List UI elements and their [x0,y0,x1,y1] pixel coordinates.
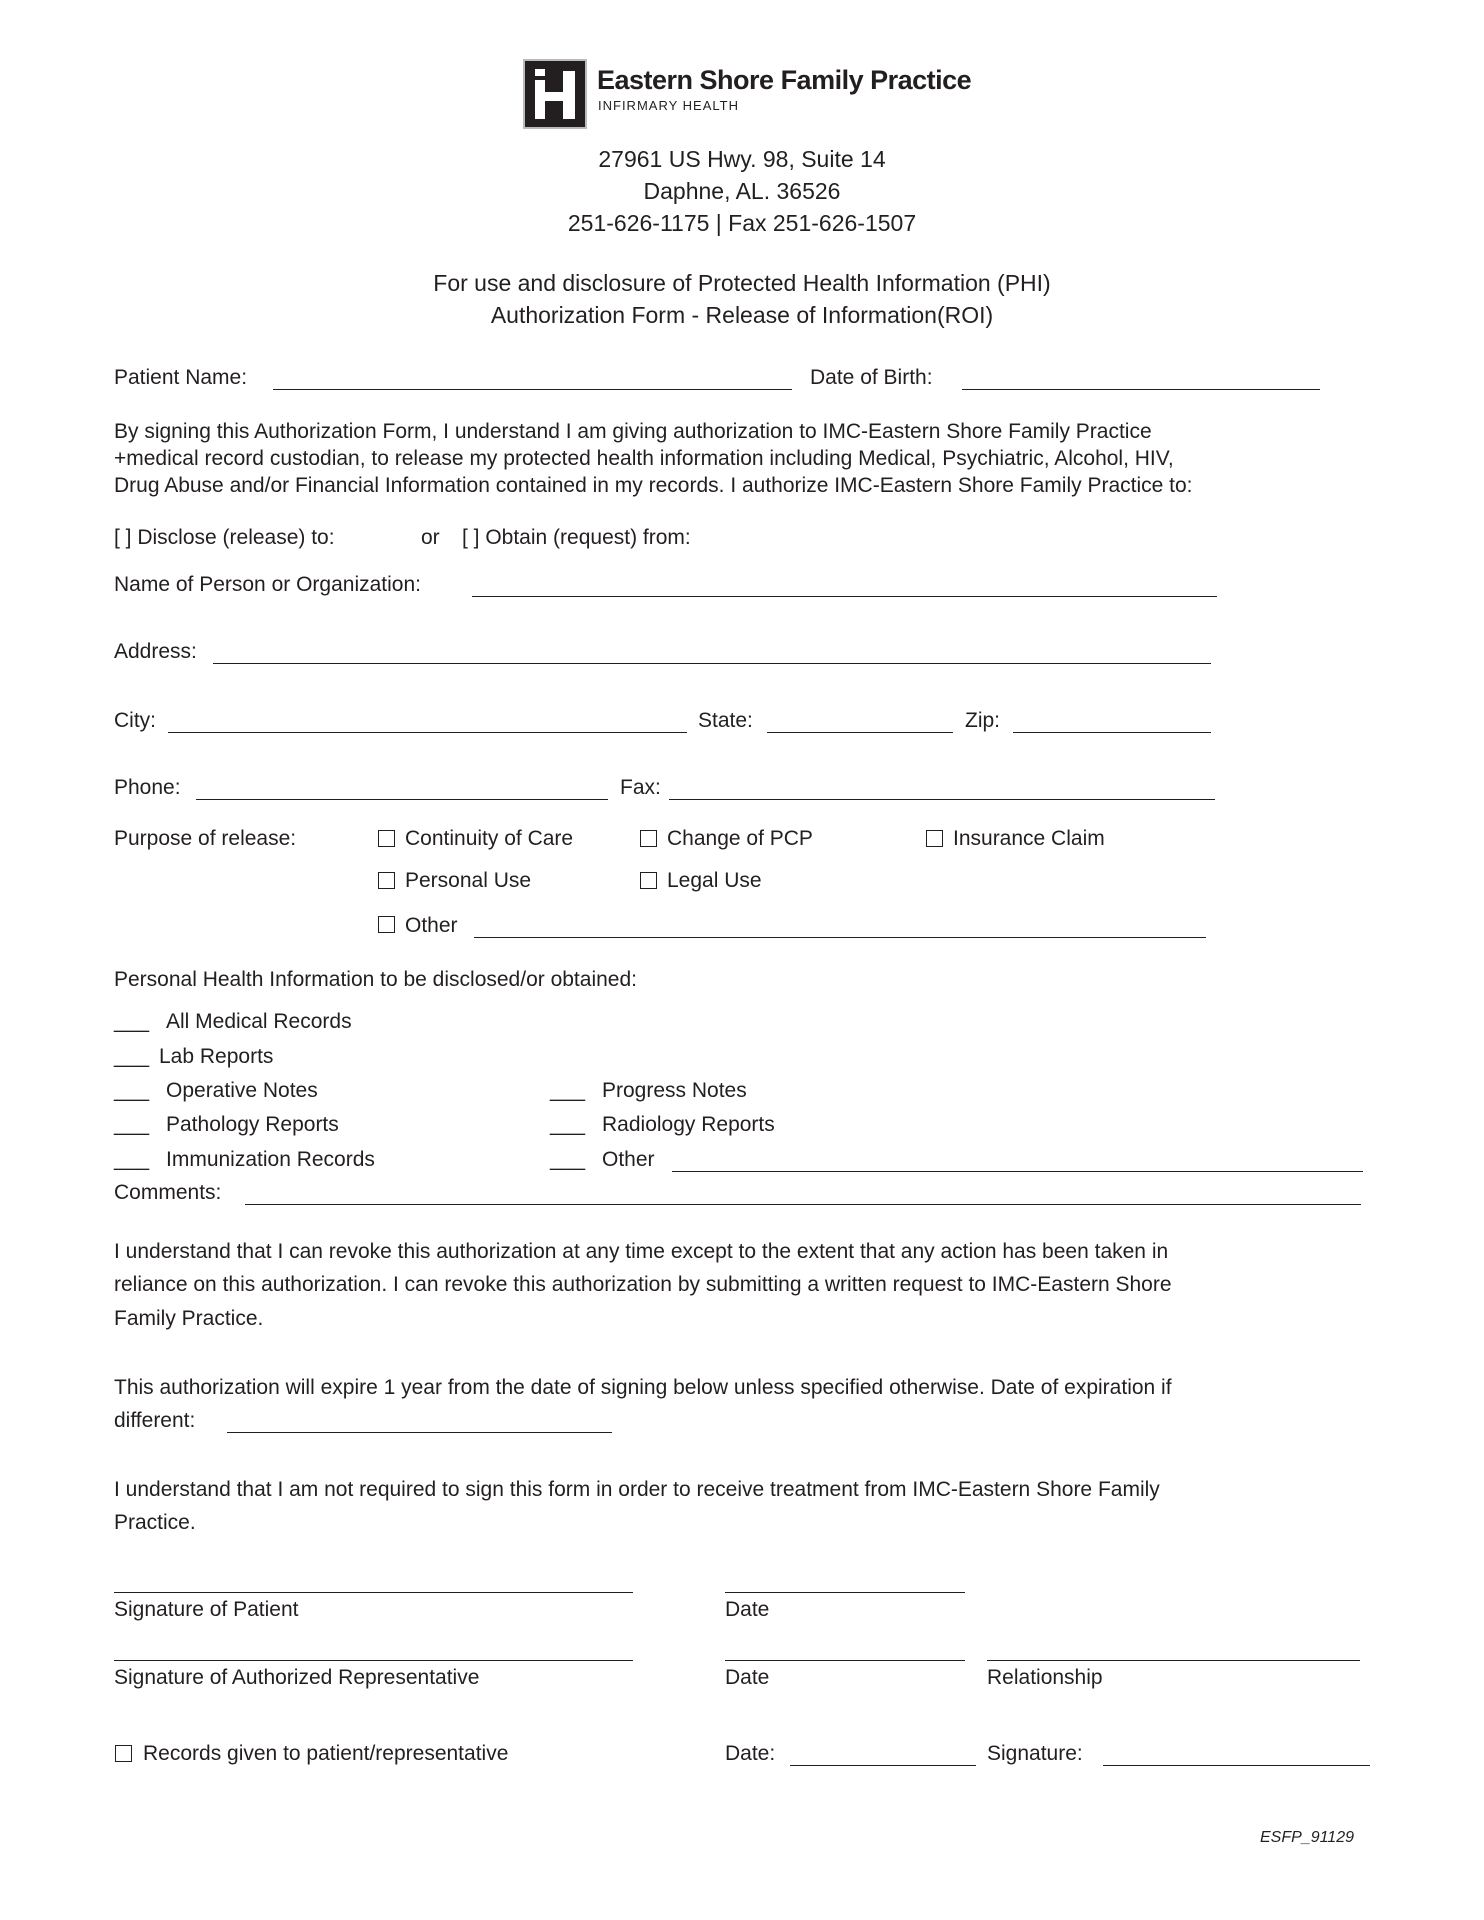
relationship-field[interactable] [987,1660,1360,1661]
phi-label: Personal Health Information to be disclosed/or obtained: [114,968,637,991]
intro-line: +medical record custodian, to release my protected health information including Medical, Psychiatric, Alcohol, HIV, [114,447,1174,470]
records-date-field[interactable] [790,1765,976,1766]
address-line: 27961 US Hwy. 98, Suite 14 [598,146,886,172]
revoke-line: reliance on this authorization. I can revoke this authorization by submitting a written request to IMC-Eastern Shore [114,1273,1172,1296]
revoke-line: I understand that I can revoke this authorization at any time except to the extent that any action has been taken in [114,1240,1169,1263]
date-label: Date [725,1666,770,1689]
all-records-label: All Medical Records [166,1010,352,1033]
logo-icon [525,61,585,127]
change-pcp-label: Change of PCP [667,827,813,850]
comments-label: Comments: [114,1181,222,1204]
operative-notes-label: Operative Notes [166,1079,318,1102]
records-signature-label: Signature: [987,1742,1083,1765]
patient-name-label: Patient Name: [114,366,248,389]
form-subtitle: Authorization Form - Release of Information(ROI) [490,302,994,328]
patient-signature-field[interactable] [114,1592,633,1593]
immunization-label: Immunization Records [166,1148,375,1171]
progress-notes-label: Progress Notes [602,1079,747,1102]
records-date-label: Date: [725,1742,776,1765]
rep-signature-field[interactable] [114,1660,633,1661]
records-given-checkbox[interactable] [115,1745,132,1762]
rep-date-field[interactable] [725,1660,965,1661]
blank[interactable]: ___ [550,1113,586,1136]
logo [523,59,587,129]
not-required-line: I understand that I am not required to sign this form in order to receive treatment from IMC-Eastern Shore Family [114,1478,1160,1501]
records-given-label: Records given to patient/representative [143,1742,509,1765]
or-label: or [421,526,440,549]
legal-use-checkbox[interactable] [640,872,657,889]
blank[interactable]: ___ [114,1079,150,1102]
not-required-line: Practice. [114,1511,196,1534]
comments-field[interactable] [245,1204,1361,1205]
legal-use-label: Legal Use [667,869,762,892]
radiology-label: Radiology Reports [602,1113,775,1136]
org-name: Eastern Shore Family Practice [597,65,972,95]
other-phi-field[interactable] [672,1171,1363,1172]
org-subtitle: INFIRMARY HEALTH [598,98,739,113]
expiration-date-field[interactable] [227,1432,612,1433]
expire-line: different: [114,1409,196,1432]
city-field[interactable] [168,732,687,733]
city-label: City: [114,709,156,732]
state-field[interactable] [767,732,953,733]
phone-line: 251-626-1175 | Fax 251-626-1507 [567,210,917,236]
other-purpose-field[interactable] [474,937,1206,938]
intro-line: By signing this Authorization Form, I understand I am giving authorization to IMC-Eastern Shore Family Practice [114,420,1152,443]
address-label: Address: [114,640,197,663]
blank[interactable]: ___ [114,1113,150,1136]
blank[interactable]: ___ [114,1148,150,1171]
revoke-line: Family Practice. [114,1307,264,1330]
state-label: State: [698,709,753,732]
patient-name-field[interactable] [273,389,792,390]
date-label: Date [725,1598,770,1621]
blank[interactable]: ___ [114,1010,150,1033]
fax-label: Fax: [620,776,661,799]
blank[interactable]: ___ [114,1045,150,1068]
other-phi-label: Other [602,1148,655,1171]
continuity-checkbox[interactable] [378,830,395,847]
name-org-field[interactable] [472,596,1217,597]
phone-field[interactable] [196,799,608,800]
personal-use-label: Personal Use [405,869,532,892]
zip-field[interactable] [1013,732,1211,733]
personal-use-checkbox[interactable] [378,872,395,889]
form-code: ESFP_91129 [1260,1829,1354,1846]
dob-field[interactable] [962,389,1320,390]
intro-line: Drug Abuse and/or Financial Information contained in my records. I authorize IMC-Eastern Shore Family Practice to: [114,474,1193,497]
change-pcp-checkbox[interactable] [640,830,657,847]
other-purpose-label: Other [405,914,458,937]
rep-signature-label: Signature of Authorized Representative [114,1666,480,1689]
continuity-label: Continuity of Care [405,827,574,850]
patient-date-field[interactable] [725,1592,965,1593]
insurance-label: Insurance Claim [953,827,1105,850]
expire-line: This authorization will expire 1 year from the date of signing below unless specified otherwise. Date of expiration if [114,1376,1172,1399]
blank[interactable]: ___ [550,1148,586,1171]
city-line: Daphne, AL. 36526 [643,178,841,204]
lab-reports-label: Lab Reports [159,1045,274,1068]
records-signature-field[interactable] [1103,1765,1370,1766]
phone-label: Phone: [114,776,181,799]
disclose-option[interactable]: [ ] Disclose (release) to: [114,526,335,549]
zip-label: Zip: [965,709,1001,732]
patient-signature-label: Signature of Patient [114,1598,299,1621]
blank[interactable]: ___ [550,1079,586,1102]
insurance-checkbox[interactable] [926,830,943,847]
other-purpose-checkbox[interactable] [378,916,395,933]
name-org-label: Name of Person or Organization: [114,573,421,596]
pathology-label: Pathology Reports [166,1113,339,1136]
fax-field[interactable] [669,799,1215,800]
relationship-label: Relationship [987,1666,1103,1689]
purpose-label: Purpose of release: [114,827,297,850]
dob-label: Date of Birth: [810,366,933,389]
obtain-option[interactable]: [ ] Obtain (request) from: [462,526,691,549]
form-title: For use and disclosure of Protected Health Information (PHI) [433,270,1051,296]
address-field[interactable] [213,663,1211,664]
